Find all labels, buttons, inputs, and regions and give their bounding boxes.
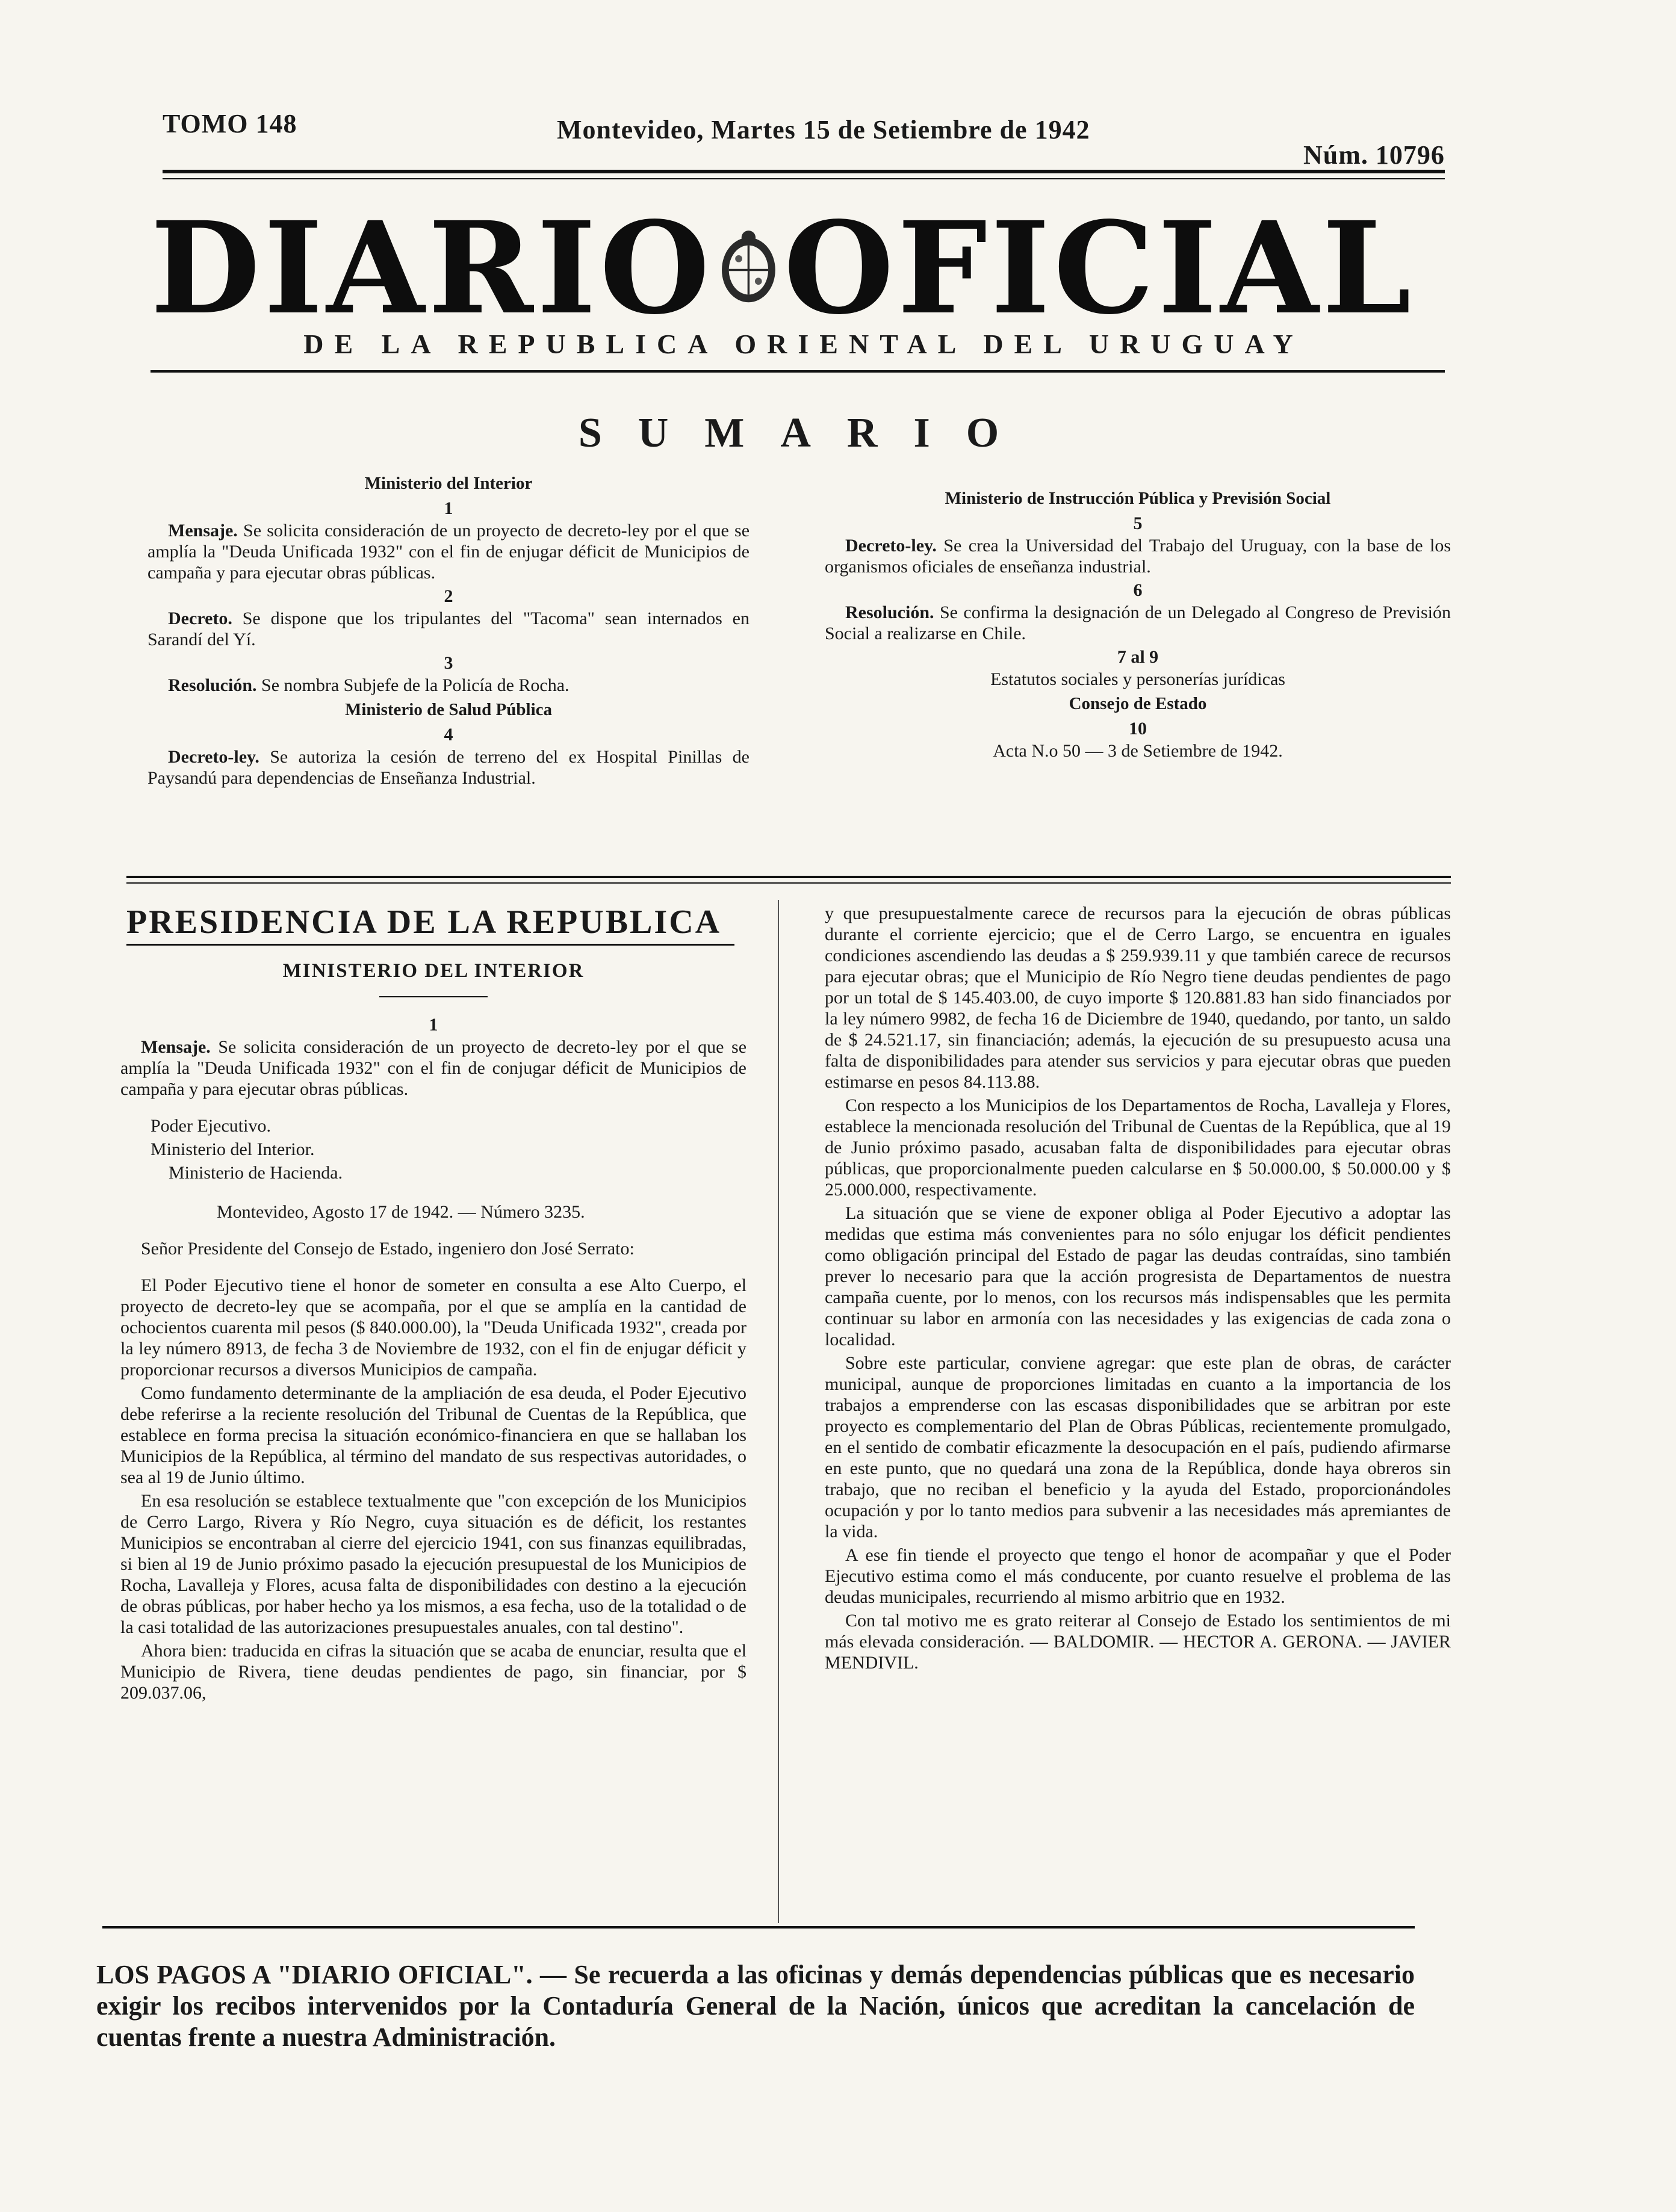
masthead-rule bbox=[151, 370, 1445, 373]
article-right-column bbox=[825, 903, 1451, 1676]
sumario-consejo-estado: Consejo de Estado bbox=[1069, 694, 1207, 713]
addressee: Ministerio del Interior. bbox=[151, 1139, 315, 1159]
sumario-title: SUMARIO bbox=[578, 410, 1035, 456]
issue-number: Núm. 10796 bbox=[1303, 140, 1445, 170]
sumario-item: Decreto-ley. Se autoriza la cesión de terreno del ex Hospital Pinillas de Paysandú para dependencias de Enseñanza Industrial. bbox=[147, 747, 750, 788]
header-rule bbox=[163, 170, 1445, 173]
tomo-label: TOMO 148 bbox=[163, 109, 297, 138]
masthead bbox=[151, 193, 1415, 342]
sumario-item: Mensaje. Se solicita consideración de un proyecto de decreto-ley por el que se amplía la "Deuda Unificada 1932" con el fin de enjugar déficit de Municipios de campaña y para ejecutar obras públicas. bbox=[147, 521, 750, 583]
issue-date: Montevideo, Martes 15 de Setiembre de 1942 bbox=[557, 115, 1090, 144]
sumario-item-number: 10 bbox=[1129, 719, 1147, 739]
coat-of-arms-icon bbox=[713, 199, 784, 337]
sumario-item-number: 6 bbox=[1133, 580, 1143, 600]
section-rule bbox=[126, 944, 734, 946]
sumario-right-column bbox=[825, 485, 1451, 764]
sumario-item-number: 7 al 9 bbox=[1117, 647, 1159, 667]
sumario-item: Estatutos sociales y personerías jurídicas bbox=[990, 669, 1285, 689]
sumario-item: Decreto. Se dispone que los tripulantes del "Tacoma" sean internados en Sarandí del Yí. bbox=[147, 609, 750, 649]
paragraph: Con respecto a los Municipios de los Departamentos de Rocha, Lavalleja y Flores, establece la mencionada resolución del Tribunal de Cuentas de la República, que al 19 de Junio próximo pasado, acusaban falta de disponibilidades para ejecutar obras públicas, que proporcionalmente pueden calcularse en $ 50.000.00, $ 50.000.00 y $ 25.000.000, respectivamente. bbox=[825, 1095, 1451, 1200]
sumario-item: Acta N.o 50 — 3 de Setiembre de 1942. bbox=[993, 741, 1283, 761]
sumario-item: Decreto-ley. Se crea la Universidad del Trabajo del Uruguay, con la base de los organismos oficiales de enseñanza industrial. bbox=[825, 536, 1451, 577]
sumario-item-number: 3 bbox=[444, 653, 453, 673]
article-divider bbox=[379, 996, 488, 997]
article-lead: Mensaje. Se solicita consideración de un proyecto de decreto-ley por el que se amplía la "Deuda Unificada 1932" con el fin de conjugar déficit de Municipios de campaña y para ejecutar obras públicas. bbox=[120, 1037, 747, 1099]
paragraph: En esa resolución se establece textualmente que "con excepción de los Municipios de Cerro Largo, Rivera y Río Negro, cuya situación es de déficit, los restantes Municipios se encontraban al cierre del ejercicio 1941, con sus finanzas equilibradas, si bien al 19 de Junio próximo pasado la ejecución presupuestal de los Municipios de Rocha, Lavalleja y Flores, acusa falta de disponibilidades con destino a la ejecución de obras públicas, por haber hecho ya los mismos, a esa fecha, uso de la totalidad o de la casi totalidad de las autorizaciones presupuestales anuales, con tal destino". bbox=[120, 1491, 746, 1637]
paragraph: La situación que se viene de exponer obliga al Poder Ejecutivo a adoptar las medidas que estima más convenientes para no sólo enjugar los déficit pendientes como obligación principal del Estado de pagar las deudas contraídas, sino también prever lo necesario para que la acción progresista de Departamentos de nuestra campaña cuente, por lo menos, con los recursos más indispensables que les permita continuar su labor en armonía con las necesidades y las exigencias de cada zona o localidad. bbox=[825, 1203, 1451, 1349]
sumario-item: Resolución. Se nombra Subjefe de la Policía de Rocha. bbox=[168, 675, 570, 695]
sumario-ministry-interior: Ministerio del Interior bbox=[364, 474, 533, 493]
sumario-ministry-salud: Ministerio de Salud Pública bbox=[344, 700, 552, 719]
addressee: Poder Ejecutivo. bbox=[151, 1116, 271, 1136]
salutation: Señor Presidente del Consejo de Estado, ingeniero don José Serrato: bbox=[141, 1239, 635, 1259]
paragraph: El Poder Ejecutivo tiene el honor de someter en consulta a ese Alto Cuerpo, el proyecto de decreto-ley que se acompaña, por el que se amplía en la cantidad de ochocientos cuarenta mil pesos ($ 840.000.00), la "Deuda Unificada 1932", creada por la ley número 8913, de fecha 3 de Noviembre de 1932, con el fin de enjugar déficit y proporcionar recursos a diversos Municipios de campaña. bbox=[120, 1275, 746, 1380]
footer-rule bbox=[102, 1926, 1415, 1929]
section-heading: PRESIDENCIA DE LA REPUBLICA bbox=[126, 903, 722, 941]
payment-notice: LOS PAGOS A "DIARIO OFICIAL". — Se recuerda a las oficinas y demás dependencias públicas que es necesario exigir los recibos intervenidos por la Contaduría General de la Nación, únicos que acreditan la cancelación de cuentas frente a nuestra Administración. bbox=[96, 1960, 1415, 2052]
paragraph: Como fundamento determinante de la ampliación de esa deuda, el Poder Ejecutivo debe referirse a la reciente resolución del Tribunal de Cuentas de la República, que establece en forma precisa la situación económico-financiera en que se hallaban los Municipios de la República, al término del mandato de sus respectivas autoridades, o sea al 19 de Junio último. bbox=[120, 1383, 746, 1487]
article-ministry: MINISTERIO DEL INTERIOR bbox=[282, 960, 585, 982]
sumario-item-number: 5 bbox=[1133, 513, 1143, 533]
addressee: Ministerio de Hacienda. bbox=[169, 1163, 343, 1183]
signature-paragraph: Con tal motivo me es grato reiterar al Consejo de Estado los sentimientos de mi más elevada consideración. — BALDOMIR. — HECTOR A. GERONA. — JAVIER MENDIVIL. bbox=[825, 1611, 1451, 1673]
sumario-item-number: 2 bbox=[444, 586, 453, 606]
sumario-item-number: 1 bbox=[444, 498, 453, 518]
sumario-left-column bbox=[147, 469, 750, 791]
article-number: 1 bbox=[429, 1015, 438, 1035]
paragraph: Ahora bien: traducida en cifras la situación que se acaba de enunciar, resulta que el Municipio de Rivera, tiene deudas pendientes de pago, sin financiar, por $ 209.037.06, bbox=[120, 1641, 746, 1703]
sumario-ministry-instruccion: Ministerio de Instrucción Pública y Previsión Social bbox=[945, 489, 1331, 508]
paragraph: y que presupuestalmente carece de recursos para la ejecución de obras públicas durante el corriente ejercicio; que el de Cerro Largo, se encuentra en iguales condiciones ascendiendo las deudas a $ 259.939.11 y que también carece de recursos para ejecutar obras; que el Municipio de Río Negro tiene deudas pendientes de pago por un total de $ 145.403.00, de cuyo importe $ 120.881.83 han sido financiados por la ley número 9982, de fecha 16 de Diciembre de 1940, quedando, por tanto, un saldo de $ 24.521.17, sin financiación; además, la ejecución de su presupuesto acusa una falta de disponibilidades para atender sus servicios y para ejecutar obras que pueden estimarse en pesos 84.113.88. bbox=[825, 903, 1451, 1092]
masthead-subtitle: DE LA REPUBLICA ORIENTAL DEL URUGUAY bbox=[303, 329, 1304, 359]
masthead-title-right: OFICIAL bbox=[783, 193, 1415, 342]
sumario-rule bbox=[126, 876, 1451, 878]
article-left-column bbox=[120, 957, 746, 1706]
column-separator bbox=[778, 900, 779, 1923]
sumario-item: Resolución. Se confirma la designación de un Delegado al Congreso de Previsión Social a realizarse en Chile. bbox=[825, 603, 1451, 643]
masthead-title-left: DIARIO bbox=[151, 193, 713, 342]
sumario-rule-thin bbox=[126, 882, 1451, 884]
paragraph: Sobre este particular, conviene agregar: que este plan de obras, de carácter municipal, aunque de proporciones limitadas en cuanto a la importancia de los trabajos a emprenderse con las escasas disponibilidades que se arbitran por este proyecto es complementario del Plan de Obras Públicas, recientemente promulgado, en el sentido de combatir eficazmente la desocupación en el país, pudiendo afirmarse en este punto, que no quedará una zona de la República, donde haya obreros sin trabajo, que no reciban el beneficio y la ayuda del Estado, proporcionándoles ocupación y por lo tanto medios para subvenir a las necesidades más apremiantes de la vida. bbox=[825, 1353, 1451, 1541]
sumario-item-number: 4 bbox=[444, 725, 453, 745]
paragraph: A ese fin tiende el proyecto que tengo el honor de acompañar y que el Poder Ejecutivo estima como el más conducente, por cuanto resuelve el problema de las deudas municipales, recurriendo al mismo arbitrio que en 1932. bbox=[825, 1545, 1451, 1607]
header-rule-thin bbox=[163, 178, 1445, 179]
dateline: Montevideo, Agosto 17 de 1942. — Número 3235. bbox=[217, 1202, 585, 1222]
